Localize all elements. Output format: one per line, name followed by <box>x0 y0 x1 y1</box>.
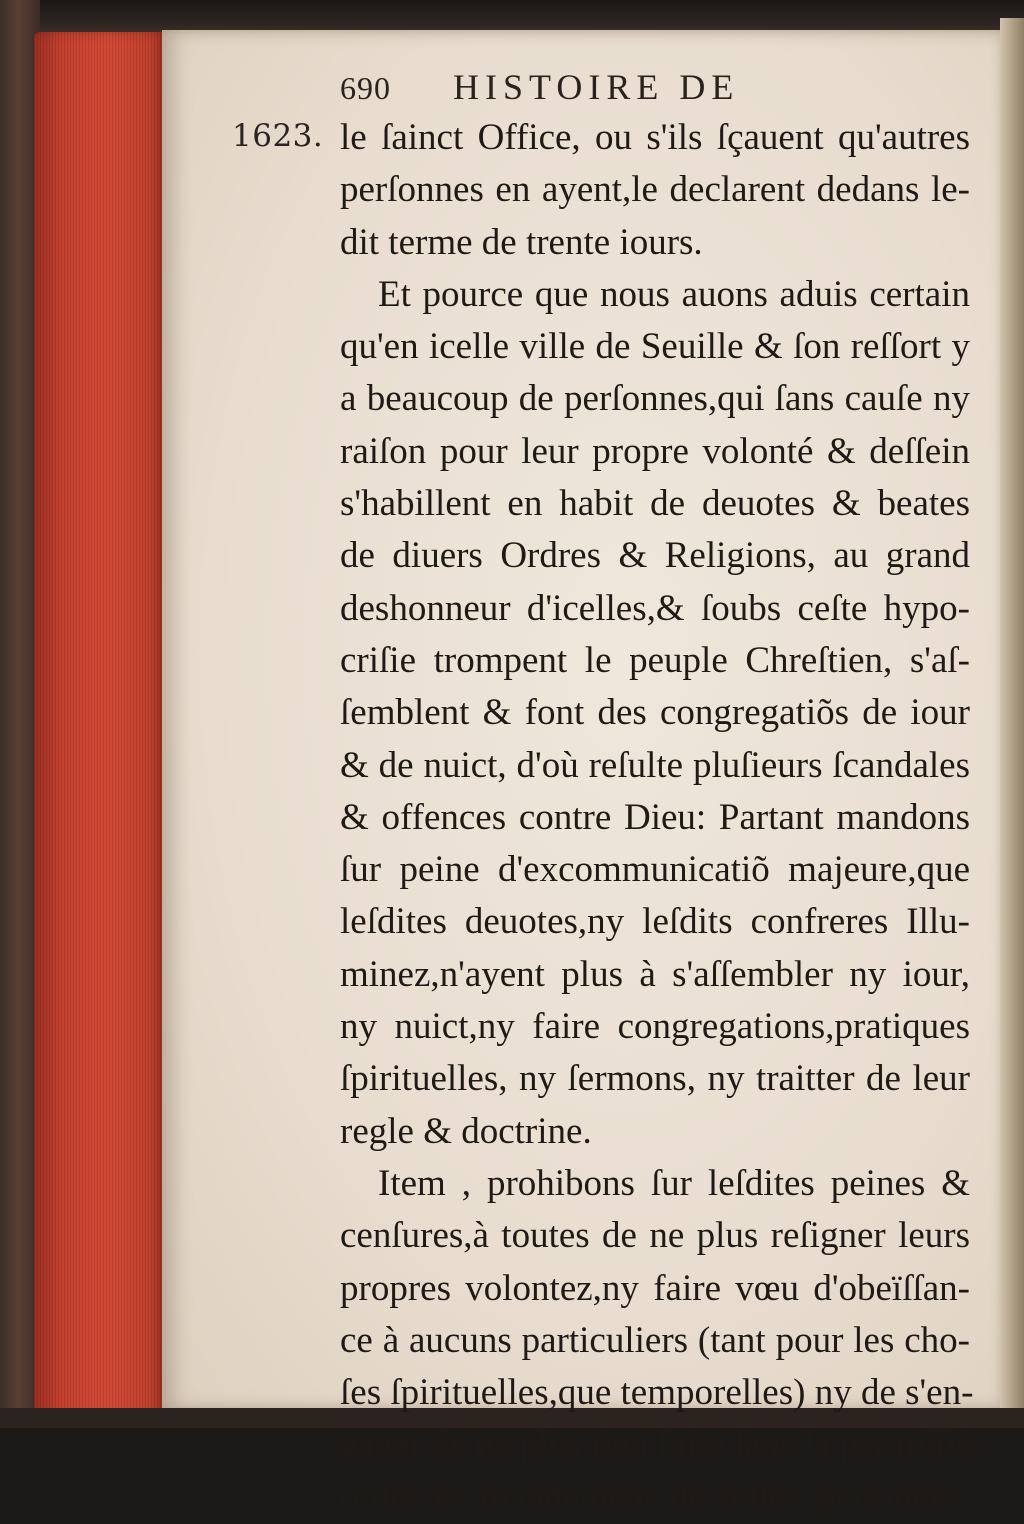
text-line: ce à aucuns particuliers (tant pour les cho- <box>340 1319 970 1361</box>
text-line: & offences contre Dieu: Partant mandons <box>340 796 970 838</box>
text-line: ordre & mandement de telles perſonnes, <box>340 1476 970 1518</box>
text-line: Et pource que nous auons aduis certain <box>378 273 970 315</box>
body-text <box>340 112 985 1524</box>
page-number: 690 <box>340 70 391 106</box>
text-line: ny nuict,ny faire congregations,pratiques <box>340 1006 970 1048</box>
text-line: a beaucoup de perſonnes,qui ſans cauſe ny <box>340 378 970 420</box>
text-line: criſie trompent le peuple Chreſtien, s'aſ- <box>340 639 970 681</box>
page-header <box>340 66 960 108</box>
text-line: minez,n'ayent plus à s'aſſembler ny iour, <box>340 953 970 995</box>
text-line: le ſainct Office, ou s'ils ſçauent qu'autres <box>340 117 970 158</box>
text-line: dit terme de trente iours. <box>340 221 703 263</box>
text-line: s'habillent en habit de deuotes & beates <box>340 483 970 525</box>
top-shadow <box>0 0 1024 32</box>
text-line: ſes ſpirituelles,que temporelles) ny de s'en- <box>340 1372 974 1414</box>
text-line: ſpirituelles, ny ſermons, ny traitter de leur <box>340 1058 970 1100</box>
text-line: Item , prohibons ſur leſdites peines & <box>378 1162 970 1204</box>
text-line: leſdites deuotes,ny leſdits confreres Illu- <box>340 901 970 943</box>
text-line: de diuers Ordres & Religions, au grand <box>340 535 970 577</box>
text-line: & de nuict, d'où reſulte pluſieurs ſcandales <box>340 744 970 786</box>
margin-year: 1623. <box>232 118 324 154</box>
running-title: HISTOIRE DE <box>453 67 740 107</box>
text-line: raiſon pour leur propre volonté & deſſein <box>340 430 970 472</box>
text-line: regle & doctrine. <box>340 1110 592 1152</box>
red-page-edges <box>34 32 168 1422</box>
binding-gutter <box>1000 18 1024 1418</box>
text-line: ſemblent & font des congregatiõs de iour <box>340 692 970 734</box>
text-line: perſonnes en ayent,le declarent dedans le- <box>340 169 970 211</box>
text-line: cenſures,à toutes de ne plus reſigner leurs <box>340 1215 970 1257</box>
text-line: qu'en icelle ville de Seuille & ſon reſſort y <box>340 326 970 368</box>
text-line: deshonneur d'icelles,& ſoubs ceſte hypo- <box>340 587 970 629</box>
text-line: ſur peine d'excommunicatiõ majeure,que <box>340 849 970 891</box>
text-line: propres volontez,ny faire vœu d'obeïſſan- <box>340 1267 970 1309</box>
text-line: gager de ne plus rien faire ſans la permiſſiõ, <box>340 1424 985 1466</box>
